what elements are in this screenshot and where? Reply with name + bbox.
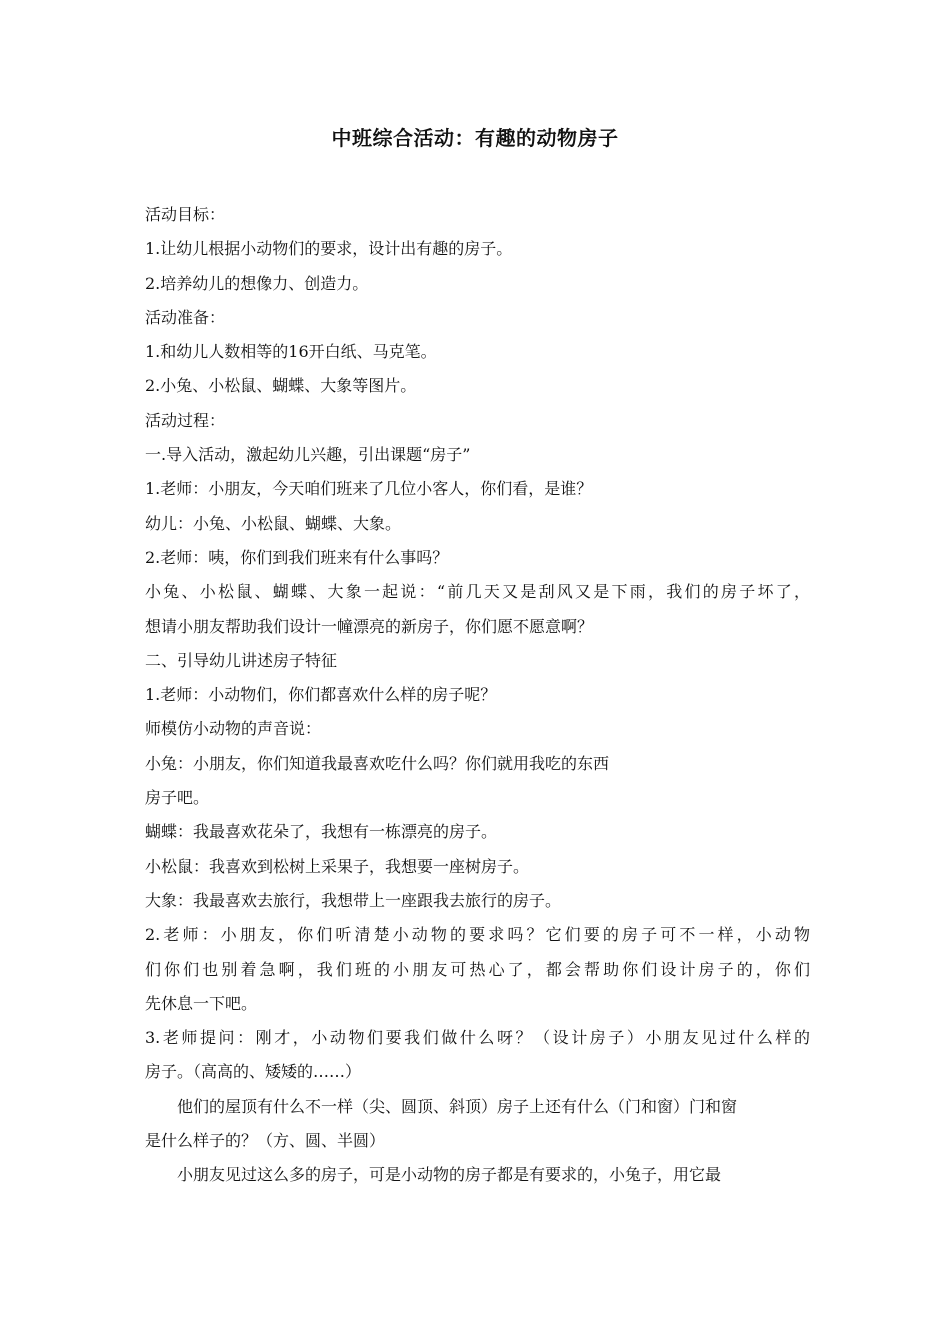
process-line: 房子。（高高的、矮矮的……） bbox=[145, 1062, 362, 1082]
section-heading-process: 活动过程： bbox=[145, 410, 226, 430]
process-line: 蝴蝶：我最喜欢花朵了，我想有一栋漂亮的房子。 bbox=[145, 822, 498, 842]
process-line: 小松鼠：我喜欢到松树上采果子，我想要一座树房子。 bbox=[145, 856, 530, 876]
process-step-2-heading: 二、引导幼儿讲述房子特征 bbox=[145, 650, 338, 670]
process-line: 房子吧。 bbox=[145, 788, 210, 808]
goal-line-2: 2.培养幼儿的想像力、创造力。 bbox=[145, 273, 369, 293]
process-line: 他们的屋顶有什么不一样（尖、圆顶、斜顶）房子上还有什么（门和窗）门和窗 bbox=[177, 1096, 738, 1116]
process-line: 小兔、小松鼠、蝴蝶、大象一起说：“前几天又是刮风又是下雨，我们的房子坏了， bbox=[145, 582, 810, 602]
process-line: 是什么样子的？（方、圆、半圆） bbox=[145, 1131, 386, 1151]
process-line: 们你们也别着急啊，我们班的小朋友可热心了，都会帮助你们设计房子的，你们 bbox=[145, 959, 810, 979]
preparation-line-1: 1.和幼儿人数相等的16开白纸、马克笔。 bbox=[145, 342, 437, 362]
process-line: 2.老师：咦，你们到我们班来有什么事吗？ bbox=[145, 547, 449, 567]
process-line: 1.老师：小动物们，你们都喜欢什么样的房子呢？ bbox=[145, 685, 497, 705]
goal-line-1: 1.让幼儿根据小动物们的要求，设计出有趣的房子。 bbox=[145, 239, 513, 259]
process-step-1-heading: 一.导入活动，激起幼儿兴趣，引出课题“房子” bbox=[145, 445, 471, 465]
process-line: 1.老师：小朋友，今天咱们班来了几位小客人，你们看，是谁？ bbox=[145, 479, 593, 499]
process-line: 先休息一下吧。 bbox=[145, 993, 258, 1013]
section-heading-goals: 活动目标： bbox=[145, 205, 226, 224]
preparation-line-2: 2.小兔、小松鼠、蝴蝶、大象等图片。 bbox=[145, 376, 417, 396]
section-heading-preparation: 活动准备： bbox=[145, 307, 226, 327]
process-line: 大象：我最喜欢去旅行，我想带上一座跟我去旅行的房子。 bbox=[145, 890, 562, 910]
document-title: 中班综合活动：有趣的动物房子 bbox=[331, 126, 619, 150]
process-line: 3.老师提问：刚才，小动物们要我们做什么呀？（设计房子）小朋友见过什么样的 bbox=[145, 1028, 810, 1048]
process-line: 师模仿小动物的声音说： bbox=[145, 719, 322, 739]
process-line: 小兔：小朋友，你们知道我最喜欢吃什么吗？你们就用我吃的东西 bbox=[145, 753, 610, 773]
document-body bbox=[145, 198, 810, 1193]
process-line: 小朋友见过这么多的房子，可是小动物的房子都是有要求的，小兔子，用它最 bbox=[177, 1165, 722, 1185]
process-line: 幼儿：小兔、小松鼠、蝴蝶、大象。 bbox=[145, 513, 402, 533]
process-line: 2.老师：小朋友，你们听清楚小动物的要求吗？它们要的房子可不一样，小动物 bbox=[145, 925, 810, 945]
process-line: 想请小朋友帮助我们设计一幢漂亮的新房子，你们愿不愿意啊？ bbox=[145, 616, 594, 636]
